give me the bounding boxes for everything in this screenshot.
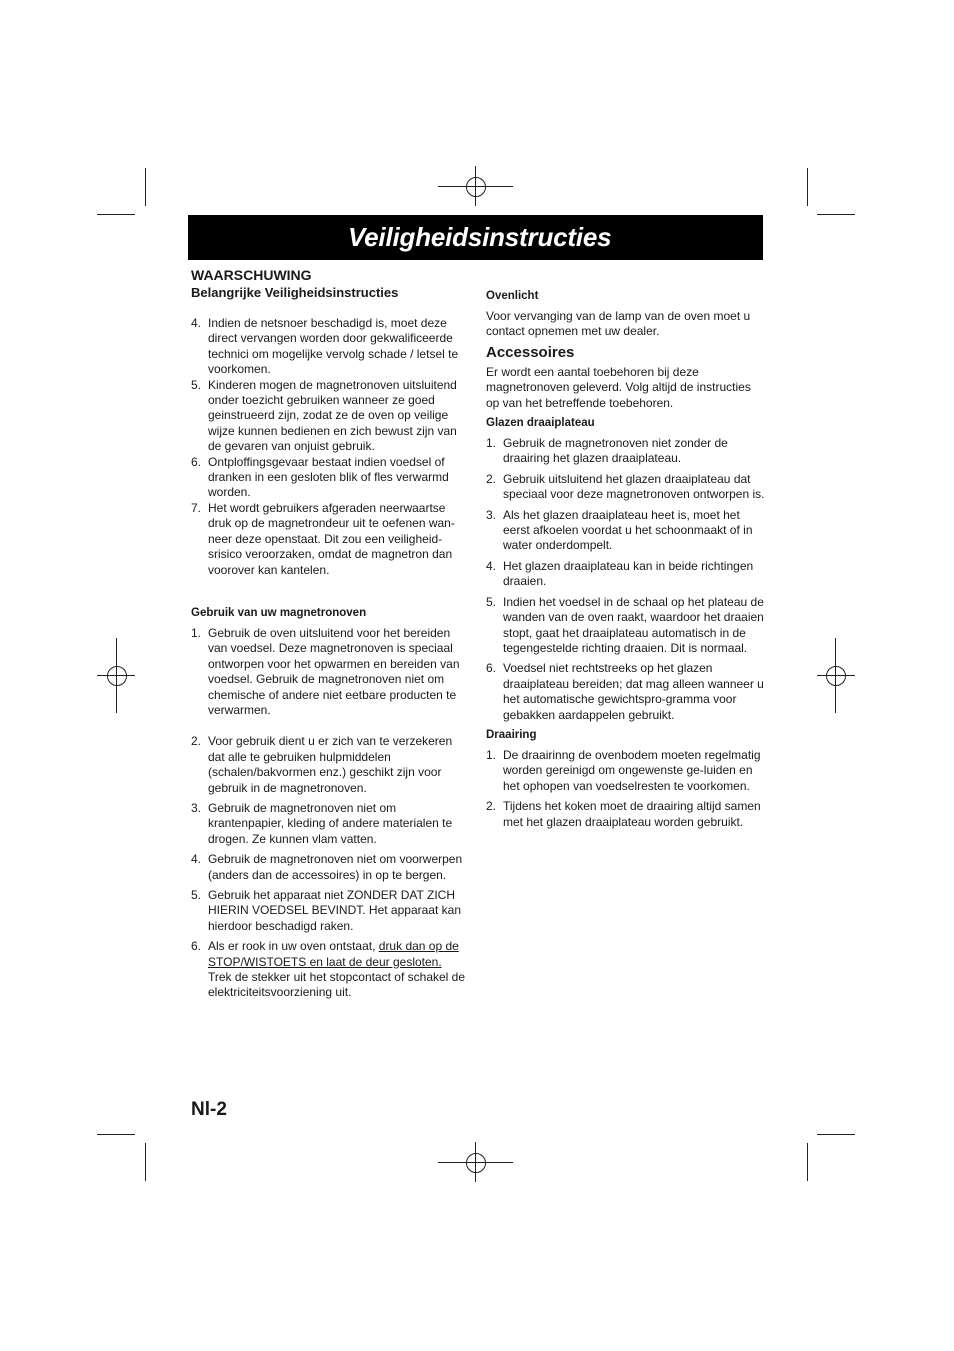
list-item xyxy=(486,661,766,723)
list-item xyxy=(191,939,471,1001)
list-item xyxy=(191,626,471,718)
item-text: Voedsel niet rechtstreeks op het glazen draaiplateau bereiden; dat mag alleen wanneer u het automatische gewichtspro-gramma voor gebakken aardappelen gebruikt. xyxy=(503,661,764,722)
ring-heading: Draairing xyxy=(486,728,537,741)
item-number: 5. xyxy=(191,888,202,902)
list-item xyxy=(191,852,471,883)
turntable-heading: Glazen draaiplateau xyxy=(486,417,595,430)
right-column xyxy=(486,289,766,830)
crop-mark xyxy=(807,1143,808,1181)
item-number: 6. xyxy=(486,661,497,676)
warning-heading: WAARSCHUWING xyxy=(191,267,312,283)
page-title: Veiligheidsinstructies xyxy=(348,222,612,252)
list-item xyxy=(486,559,766,590)
page-number: Nl-2 xyxy=(191,1099,227,1120)
item-number: 5. xyxy=(486,594,497,609)
list-item xyxy=(191,888,471,934)
item-number: 7. xyxy=(191,500,202,515)
list-item xyxy=(191,455,471,501)
item-number: 6. xyxy=(191,454,202,469)
warning-list xyxy=(191,316,471,578)
item-text-underlined: druk dan op de STOP/WISTOETS en laat de deur gesloten. xyxy=(208,939,459,969)
list-item xyxy=(191,501,471,578)
item-text: Als er rook in uw oven ontstaat, xyxy=(208,939,379,954)
item-text: Voor gebruik dient u er zich van te verzekeren dat alle te gebruiken hulpmiddelen (schalen/bakvormen enz.) geschikt zijn voor gebruik in de magnetronoven. xyxy=(208,734,453,795)
warning-subheading: Belangrijke Veiligheidsinstructies xyxy=(191,285,399,300)
item-number: 4. xyxy=(191,316,202,330)
list-item xyxy=(486,508,766,554)
item-text: Kinderen mogen de magnetronoven uitsluitend onder toezicht gebruiken wanneer ze goed geinstrueerd zijn, zodat ze de oven op veilige wijze kunnen bedienen en zich bewust zijn van de gevaren van onjuist gebruik. xyxy=(208,377,457,454)
accessories-text: Er wordt een aantal toebehoren bij deze magnetronoven geleverd. Volg altijd de instructies op van het betreffende toebehoren. xyxy=(486,364,751,410)
item-number: 2. xyxy=(191,734,202,749)
item-number: 1. xyxy=(191,625,202,640)
item-number: 1. xyxy=(486,436,497,451)
crop-mark xyxy=(145,168,146,206)
list-item xyxy=(191,734,471,796)
item-number: 3. xyxy=(191,800,202,815)
item-text: Het glazen draaiplateau kan in beide richtingen draaien. xyxy=(503,558,754,589)
item-text: Gebruik de magnetronoven niet om krantenpapier, kleding of andere materialen te drogen. Ze kunnen vlam vatten. xyxy=(208,800,453,846)
registration-circle-icon xyxy=(107,666,127,686)
item-text: Tijdens het koken moet de draairing altijd samen met het glazen draaiplateau worden gebruikt. xyxy=(503,799,761,829)
item-number: 4. xyxy=(191,852,202,867)
ring-list xyxy=(486,748,766,830)
crop-mark xyxy=(807,168,808,206)
item-text: Indien het voedsel in de schaal op het plateau de wanden van de oven raakt, waardoor het draaien stopt, gaat het draaiplateau automatisch in de tegengestelde richting draaien. Dit is normaal. xyxy=(503,594,764,655)
crop-mark xyxy=(145,1143,146,1181)
item-number: 5. xyxy=(191,377,202,392)
turntable-list xyxy=(486,436,766,723)
item-text: Indien de netsnoer beschadigd is, moet deze direct vervangen worden door gekwalificeerde technici om mogelijke vervolg schade / letsel te voorkomen. xyxy=(208,316,459,377)
item-number: 4. xyxy=(486,558,497,573)
crop-mark xyxy=(97,214,135,215)
crop-mark xyxy=(817,214,855,215)
accessories-heading: Accessoires xyxy=(486,343,575,361)
list-item xyxy=(486,472,766,503)
lamp-heading: Ovenlicht xyxy=(486,290,539,302)
item-number: 2. xyxy=(486,471,497,486)
registration-circle-icon xyxy=(466,177,486,197)
usage-list xyxy=(191,626,471,1001)
left-column xyxy=(191,267,471,1001)
item-text: Gebruik uitsluitend het glazen draaiplateau dat speciaal voor deze magnetronoven ontworpen is. xyxy=(503,471,765,502)
item-number: 1. xyxy=(486,747,497,762)
list-item xyxy=(486,799,766,830)
list-item xyxy=(191,801,471,847)
item-text: Ontploffingsgevaar bestaat indien voedsel of dranken in een gesloten blik of fles verwarmd worden. xyxy=(208,454,449,500)
list-item xyxy=(191,378,471,455)
item-number: 6. xyxy=(191,939,202,954)
title-bar xyxy=(188,215,763,260)
registration-circle-icon xyxy=(466,1153,486,1173)
item-text: Gebruik de magnetronoven niet om voorwerpen (anders dan de accessoires) in op te bergen. xyxy=(208,852,463,882)
list-item xyxy=(191,316,471,378)
item-number: 2. xyxy=(486,799,497,814)
item-text: Gebruik de magnetronoven niet zonder de draairing het glazen draaiplateau. xyxy=(503,436,728,466)
list-item xyxy=(486,748,766,794)
registration-circle-icon xyxy=(826,666,846,686)
item-number: 3. xyxy=(486,507,497,522)
item-text: Gebruik de oven uitsluitend voor het bereiden van voedsel. Deze magnetronoven is speciaal ontworpen voor het opwarmen en bereiden van voedsel. Gebruik de magnetronoven niet om chemische of andere niet eetbare producten te verwarmen. xyxy=(208,625,460,717)
crop-mark xyxy=(97,1134,135,1135)
lamp-text: Voor vervanging van de lamp van de oven moet u contact opnemen met uw dealer. xyxy=(486,309,751,339)
list-item xyxy=(486,595,766,657)
item-text: Trek de stekker uit het stopcontact of schakel de elektriciteitsvoorziening uit. xyxy=(208,970,466,1000)
item-text: De draairinng de ovenbodem moeten regelmatig worden gereinigd om ongewenste ge-luiden en het ophopen van voedselresten te voorkomen. xyxy=(503,747,761,793)
item-text: Als het glazen draaiplateau heet is, moet het eerst afkoelen voordat u het schoonmaakt of in water onderdompelt. xyxy=(503,507,753,553)
usage-heading: Gebruik van uw magnetronoven xyxy=(191,606,367,619)
item-text: Gebruik het apparaat niet ZONDER DAT ZICH HIERIN VOEDSEL BEVINDT. Het apparaat kan hierdoor beschadigd raken. xyxy=(208,888,461,933)
item-text: Het wordt gebruikers afgeraden neerwaartse druk op de magnetrondeur uit te oefenen wan-neer deze openstaat. Dit zou een veiligheid-srisico veroorzaken, omdat de magnetron dan voorover kan kantelen. xyxy=(208,500,455,577)
crop-mark xyxy=(817,1134,855,1135)
list-item xyxy=(486,436,766,467)
